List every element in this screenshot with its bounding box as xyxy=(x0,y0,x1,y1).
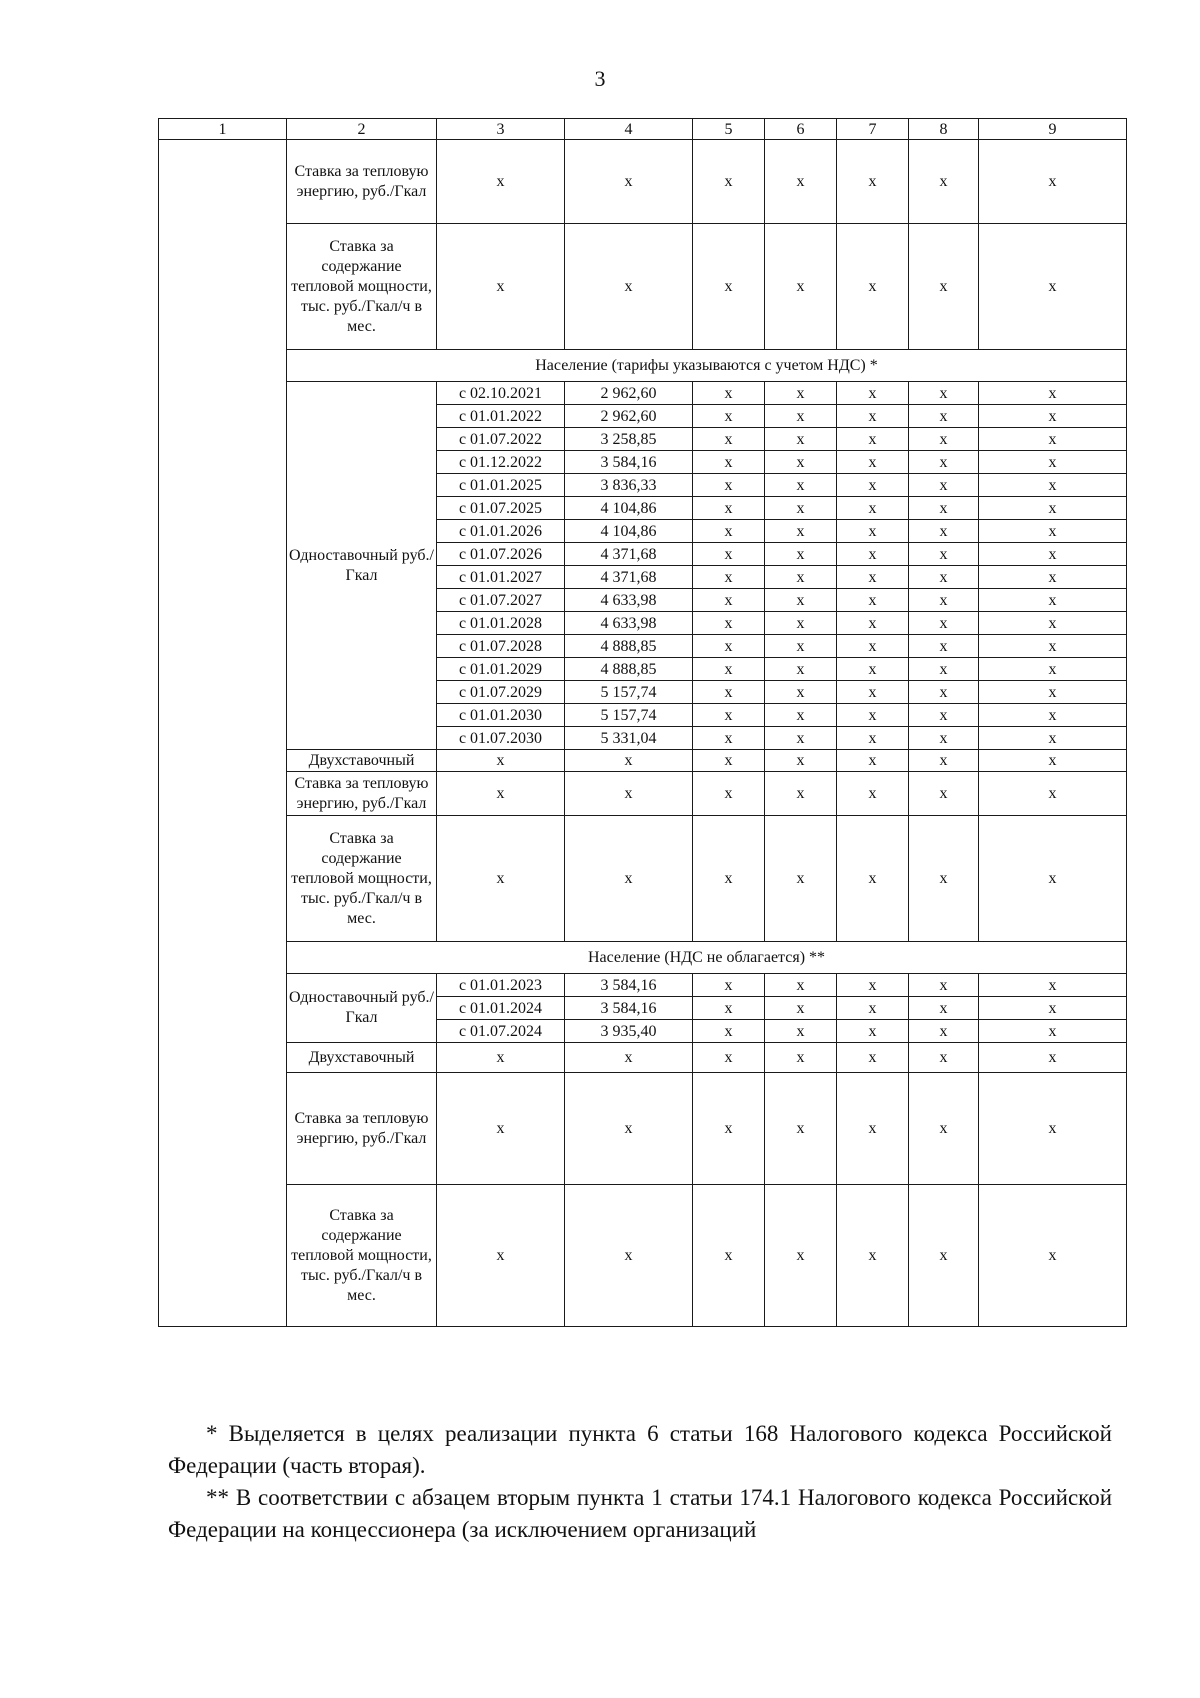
section-vat-included: Население (тарифы указываются с учетом НДС) * xyxy=(287,350,1127,382)
label-two-rate: Двухставочный xyxy=(287,1043,437,1073)
x-cell: x xyxy=(565,1073,693,1185)
tariff-value: 4 888,85 xyxy=(565,635,693,658)
x-cell: x xyxy=(979,816,1127,942)
x-cell: x xyxy=(837,474,909,497)
label-power-rate: Ставка за содержание тепловой мощности, тыс. руб./Гкал/ч в мес. xyxy=(287,1185,437,1327)
x-cell: x xyxy=(565,1185,693,1327)
x-cell: x xyxy=(837,974,909,997)
x-cell: x xyxy=(837,772,909,816)
x-cell: x xyxy=(909,635,979,658)
label-energy-rate: Ставка за тепловую энергию, руб./Гкал xyxy=(287,1073,437,1185)
table-row xyxy=(159,350,1127,382)
x-cell: x xyxy=(909,520,979,543)
period-cell: с 01.07.2026 xyxy=(437,543,565,566)
label-two-rate: Двухставочный xyxy=(287,750,437,772)
period-cell: с 01.01.2023 xyxy=(437,974,565,997)
x-cell: x xyxy=(909,474,979,497)
tariff-value: 3 836,33 xyxy=(565,474,693,497)
x-cell: x xyxy=(693,750,765,772)
x-cell: x xyxy=(437,750,565,772)
x-cell: x xyxy=(693,428,765,451)
x-cell: x xyxy=(979,224,1127,350)
x-cell: x xyxy=(765,704,837,727)
x-cell: x xyxy=(765,750,837,772)
x-cell: x xyxy=(693,1073,765,1185)
tariff-value: 4 633,98 xyxy=(565,612,693,635)
x-cell: x xyxy=(765,474,837,497)
x-cell: x xyxy=(765,589,837,612)
x-cell: x xyxy=(837,1043,909,1073)
table-row xyxy=(159,772,1127,816)
tariff-value: 3 584,16 xyxy=(565,451,693,474)
x-cell: x xyxy=(693,566,765,589)
period-cell: с 01.01.2029 xyxy=(437,658,565,681)
column-header-9: 9 xyxy=(979,119,1127,140)
x-cell: x xyxy=(909,428,979,451)
x-cell: x xyxy=(765,681,837,704)
tariff-value: 4 104,86 xyxy=(565,520,693,543)
x-cell: x xyxy=(765,1185,837,1327)
x-cell: x xyxy=(979,1185,1127,1327)
x-cell: x xyxy=(979,520,1127,543)
x-cell: x xyxy=(693,612,765,635)
x-cell: x xyxy=(765,612,837,635)
tariff-value: 4 371,68 xyxy=(565,566,693,589)
label-energy-rate: Ставка за тепловую энергию, руб./Гкал xyxy=(287,140,437,224)
x-cell: x xyxy=(837,1185,909,1327)
period-cell: с 01.01.2025 xyxy=(437,474,565,497)
x-cell: x xyxy=(837,566,909,589)
table-row xyxy=(159,750,1127,772)
x-cell: x xyxy=(909,727,979,750)
x-cell: x xyxy=(765,974,837,997)
table-row xyxy=(159,119,1127,140)
x-cell: x xyxy=(837,681,909,704)
x-cell: x xyxy=(693,224,765,350)
x-cell: x xyxy=(565,816,693,942)
label-energy-rate: Ставка за тепловую энергию, руб./Гкал xyxy=(287,772,437,816)
x-cell: x xyxy=(979,382,1127,405)
tariff-value: 5 331,04 xyxy=(565,727,693,750)
x-cell: x xyxy=(979,543,1127,566)
x-cell: x xyxy=(765,816,837,942)
table-row xyxy=(159,1043,1127,1073)
column-header-1: 1 xyxy=(159,119,287,140)
x-cell: x xyxy=(909,658,979,681)
x-cell: x xyxy=(693,1043,765,1073)
table-row xyxy=(159,1073,1127,1185)
tariff-value: 3 584,16 xyxy=(565,997,693,1020)
label-single-rate: Одноставочный руб./Гкал xyxy=(287,382,437,750)
x-cell: x xyxy=(693,816,765,942)
period-cell: с 02.10.2021 xyxy=(437,382,565,405)
period-cell: с 01.07.2028 xyxy=(437,635,565,658)
x-cell: x xyxy=(909,543,979,566)
x-cell: x xyxy=(837,816,909,942)
x-cell: x xyxy=(979,451,1127,474)
x-cell: x xyxy=(693,543,765,566)
x-cell: x xyxy=(693,474,765,497)
footnote-vat-exempt: ** В соответствии с абзацем вторым пункта 1 статьи 174.1 Налогового кодекса Российской Федерации на концессионера (за исключением организаций xyxy=(168,1485,1112,1542)
x-cell: x xyxy=(693,589,765,612)
period-cell: с 01.07.2027 xyxy=(437,589,565,612)
x-cell: x xyxy=(765,772,837,816)
period-cell: с 01.07.2029 xyxy=(437,681,565,704)
x-cell: x xyxy=(837,658,909,681)
x-cell: x xyxy=(437,816,565,942)
x-cell: x xyxy=(837,1073,909,1185)
x-cell: x xyxy=(979,658,1127,681)
column-header-6: 6 xyxy=(765,119,837,140)
tariff-value: 2 962,60 xyxy=(565,405,693,428)
x-cell: x xyxy=(837,635,909,658)
x-cell: x xyxy=(837,750,909,772)
x-cell: x xyxy=(765,1043,837,1073)
x-cell: x xyxy=(693,681,765,704)
x-cell: x xyxy=(909,497,979,520)
x-cell: x xyxy=(565,1043,693,1073)
x-cell: x xyxy=(837,727,909,750)
x-cell: x xyxy=(979,566,1127,589)
x-cell: x xyxy=(565,772,693,816)
x-cell: x xyxy=(909,997,979,1020)
x-cell: x xyxy=(979,681,1127,704)
x-cell: x xyxy=(837,612,909,635)
x-cell: x xyxy=(765,497,837,520)
period-cell: с 01.07.2030 xyxy=(437,727,565,750)
x-cell: x xyxy=(837,543,909,566)
column-header-3: 3 xyxy=(437,119,565,140)
x-cell: x xyxy=(909,451,979,474)
x-cell: x xyxy=(693,382,765,405)
table-row xyxy=(159,974,1127,997)
x-cell: x xyxy=(909,974,979,997)
x-cell: x xyxy=(909,1043,979,1073)
x-cell: x xyxy=(837,451,909,474)
x-cell: x xyxy=(565,224,693,350)
x-cell: x xyxy=(979,750,1127,772)
x-cell: x xyxy=(979,1020,1127,1043)
x-cell: x xyxy=(765,727,837,750)
x-cell: x xyxy=(909,772,979,816)
x-cell: x xyxy=(765,224,837,350)
x-cell: x xyxy=(693,727,765,750)
x-cell: x xyxy=(909,1185,979,1327)
x-cell: x xyxy=(693,704,765,727)
x-cell: x xyxy=(909,589,979,612)
column-header-7: 7 xyxy=(837,119,909,140)
tariff-table xyxy=(158,118,1127,1327)
x-cell: x xyxy=(693,772,765,816)
period-cell: с 01.01.2027 xyxy=(437,566,565,589)
x-cell: x xyxy=(765,566,837,589)
table-row xyxy=(159,224,1127,350)
x-cell: x xyxy=(693,974,765,997)
x-cell: x xyxy=(979,474,1127,497)
x-cell: x xyxy=(693,497,765,520)
x-cell: x xyxy=(837,589,909,612)
x-cell: x xyxy=(909,224,979,350)
tariff-value: 4 371,68 xyxy=(565,543,693,566)
period-cell: с 01.01.2024 xyxy=(437,997,565,1020)
x-cell: x xyxy=(909,681,979,704)
x-cell: x xyxy=(693,658,765,681)
x-cell: x xyxy=(765,382,837,405)
x-cell: x xyxy=(979,140,1127,224)
x-cell: x xyxy=(909,750,979,772)
x-cell: x xyxy=(765,658,837,681)
x-cell: x xyxy=(979,428,1127,451)
x-cell: x xyxy=(909,1073,979,1185)
period-cell: с 01.01.2022 xyxy=(437,405,565,428)
x-cell: x xyxy=(765,520,837,543)
x-cell: x xyxy=(765,635,837,658)
x-cell: x xyxy=(979,589,1127,612)
x-cell: x xyxy=(693,520,765,543)
x-cell: x xyxy=(837,428,909,451)
x-cell: x xyxy=(979,612,1127,635)
x-cell: x xyxy=(837,704,909,727)
tariff-value: 3 258,85 xyxy=(565,428,693,451)
x-cell: x xyxy=(837,997,909,1020)
x-cell: x xyxy=(909,704,979,727)
x-cell: x xyxy=(979,1043,1127,1073)
x-cell: x xyxy=(765,997,837,1020)
tariff-value: 3 584,16 xyxy=(565,974,693,997)
label-power-rate: Ставка за содержание тепловой мощности, тыс. руб./Гкал/ч в мес. xyxy=(287,816,437,942)
column-header-4: 4 xyxy=(565,119,693,140)
table-row xyxy=(159,942,1127,974)
x-cell: x xyxy=(837,497,909,520)
section-vat-exempt: Население (НДС не облагается) ** xyxy=(287,942,1127,974)
x-cell: x xyxy=(765,543,837,566)
period-cell: с 01.07.2022 xyxy=(437,428,565,451)
column-header-2: 2 xyxy=(287,119,437,140)
tariff-value: 4 104,86 xyxy=(565,497,693,520)
x-cell: x xyxy=(437,1073,565,1185)
label-single-rate: Одноставочный руб./Гкал xyxy=(287,974,437,1043)
x-cell: x xyxy=(909,140,979,224)
x-cell: x xyxy=(437,224,565,350)
x-cell: x xyxy=(565,750,693,772)
period-cell: с 01.12.2022 xyxy=(437,451,565,474)
column-header-8: 8 xyxy=(909,119,979,140)
x-cell: x xyxy=(765,140,837,224)
x-cell: x xyxy=(437,1043,565,1073)
tariff-value: 5 157,74 xyxy=(565,704,693,727)
x-cell: x xyxy=(765,405,837,428)
tariff-value: 3 935,40 xyxy=(565,1020,693,1043)
table-row xyxy=(159,816,1127,942)
table-row xyxy=(159,1185,1127,1327)
x-cell: x xyxy=(909,816,979,942)
tariff-value: 2 962,60 xyxy=(565,382,693,405)
x-cell: x xyxy=(979,727,1127,750)
x-cell: x xyxy=(837,224,909,350)
x-cell: x xyxy=(693,405,765,428)
x-cell: x xyxy=(979,405,1127,428)
x-cell: x xyxy=(693,997,765,1020)
x-cell: x xyxy=(765,451,837,474)
x-cell: x xyxy=(979,635,1127,658)
x-cell: x xyxy=(979,1073,1127,1185)
x-cell: x xyxy=(979,997,1127,1020)
x-cell: x xyxy=(837,382,909,405)
x-cell: x xyxy=(909,382,979,405)
x-cell: x xyxy=(837,520,909,543)
footnote-vat-included: * Выделяется в целях реализации пункта 6 статьи 168 Налогового кодекса Российской Федерации (часть вторая). xyxy=(168,1421,1112,1478)
x-cell: x xyxy=(437,772,565,816)
x-cell: x xyxy=(837,140,909,224)
tariff-value: 5 157,74 xyxy=(565,681,693,704)
table-row xyxy=(159,140,1127,224)
period-cell: с 01.01.2030 xyxy=(437,704,565,727)
x-cell: x xyxy=(693,140,765,224)
x-cell: x xyxy=(979,772,1127,816)
x-cell: x xyxy=(837,1020,909,1043)
period-cell: с 01.07.2024 xyxy=(437,1020,565,1043)
x-cell: x xyxy=(765,428,837,451)
footnotes xyxy=(168,1418,1112,1546)
period-cell: с 01.01.2028 xyxy=(437,612,565,635)
x-cell: x xyxy=(565,140,693,224)
label-power-rate: Ставка за содержание тепловой мощности, тыс. руб./Гкал/ч в мес. xyxy=(287,224,437,350)
page-number: 3 xyxy=(594,66,606,91)
table-row xyxy=(159,382,1127,405)
x-cell: x xyxy=(765,1073,837,1185)
x-cell: x xyxy=(765,1020,837,1043)
x-cell: x xyxy=(909,405,979,428)
x-cell: x xyxy=(837,405,909,428)
period-cell: с 01.01.2026 xyxy=(437,520,565,543)
x-cell: x xyxy=(437,140,565,224)
tariff-value: 4 633,98 xyxy=(565,589,693,612)
x-cell: x xyxy=(693,451,765,474)
x-cell: x xyxy=(909,566,979,589)
merged-column-1 xyxy=(159,140,287,1327)
period-cell: с 01.07.2025 xyxy=(437,497,565,520)
x-cell: x xyxy=(437,1185,565,1327)
x-cell: x xyxy=(979,704,1127,727)
x-cell: x xyxy=(979,497,1127,520)
x-cell: x xyxy=(693,635,765,658)
x-cell: x xyxy=(979,974,1127,997)
x-cell: x xyxy=(909,612,979,635)
x-cell: x xyxy=(693,1185,765,1327)
tariff-value: 4 888,85 xyxy=(565,658,693,681)
x-cell: x xyxy=(693,1020,765,1043)
column-header-5: 5 xyxy=(693,119,765,140)
x-cell: x xyxy=(909,1020,979,1043)
